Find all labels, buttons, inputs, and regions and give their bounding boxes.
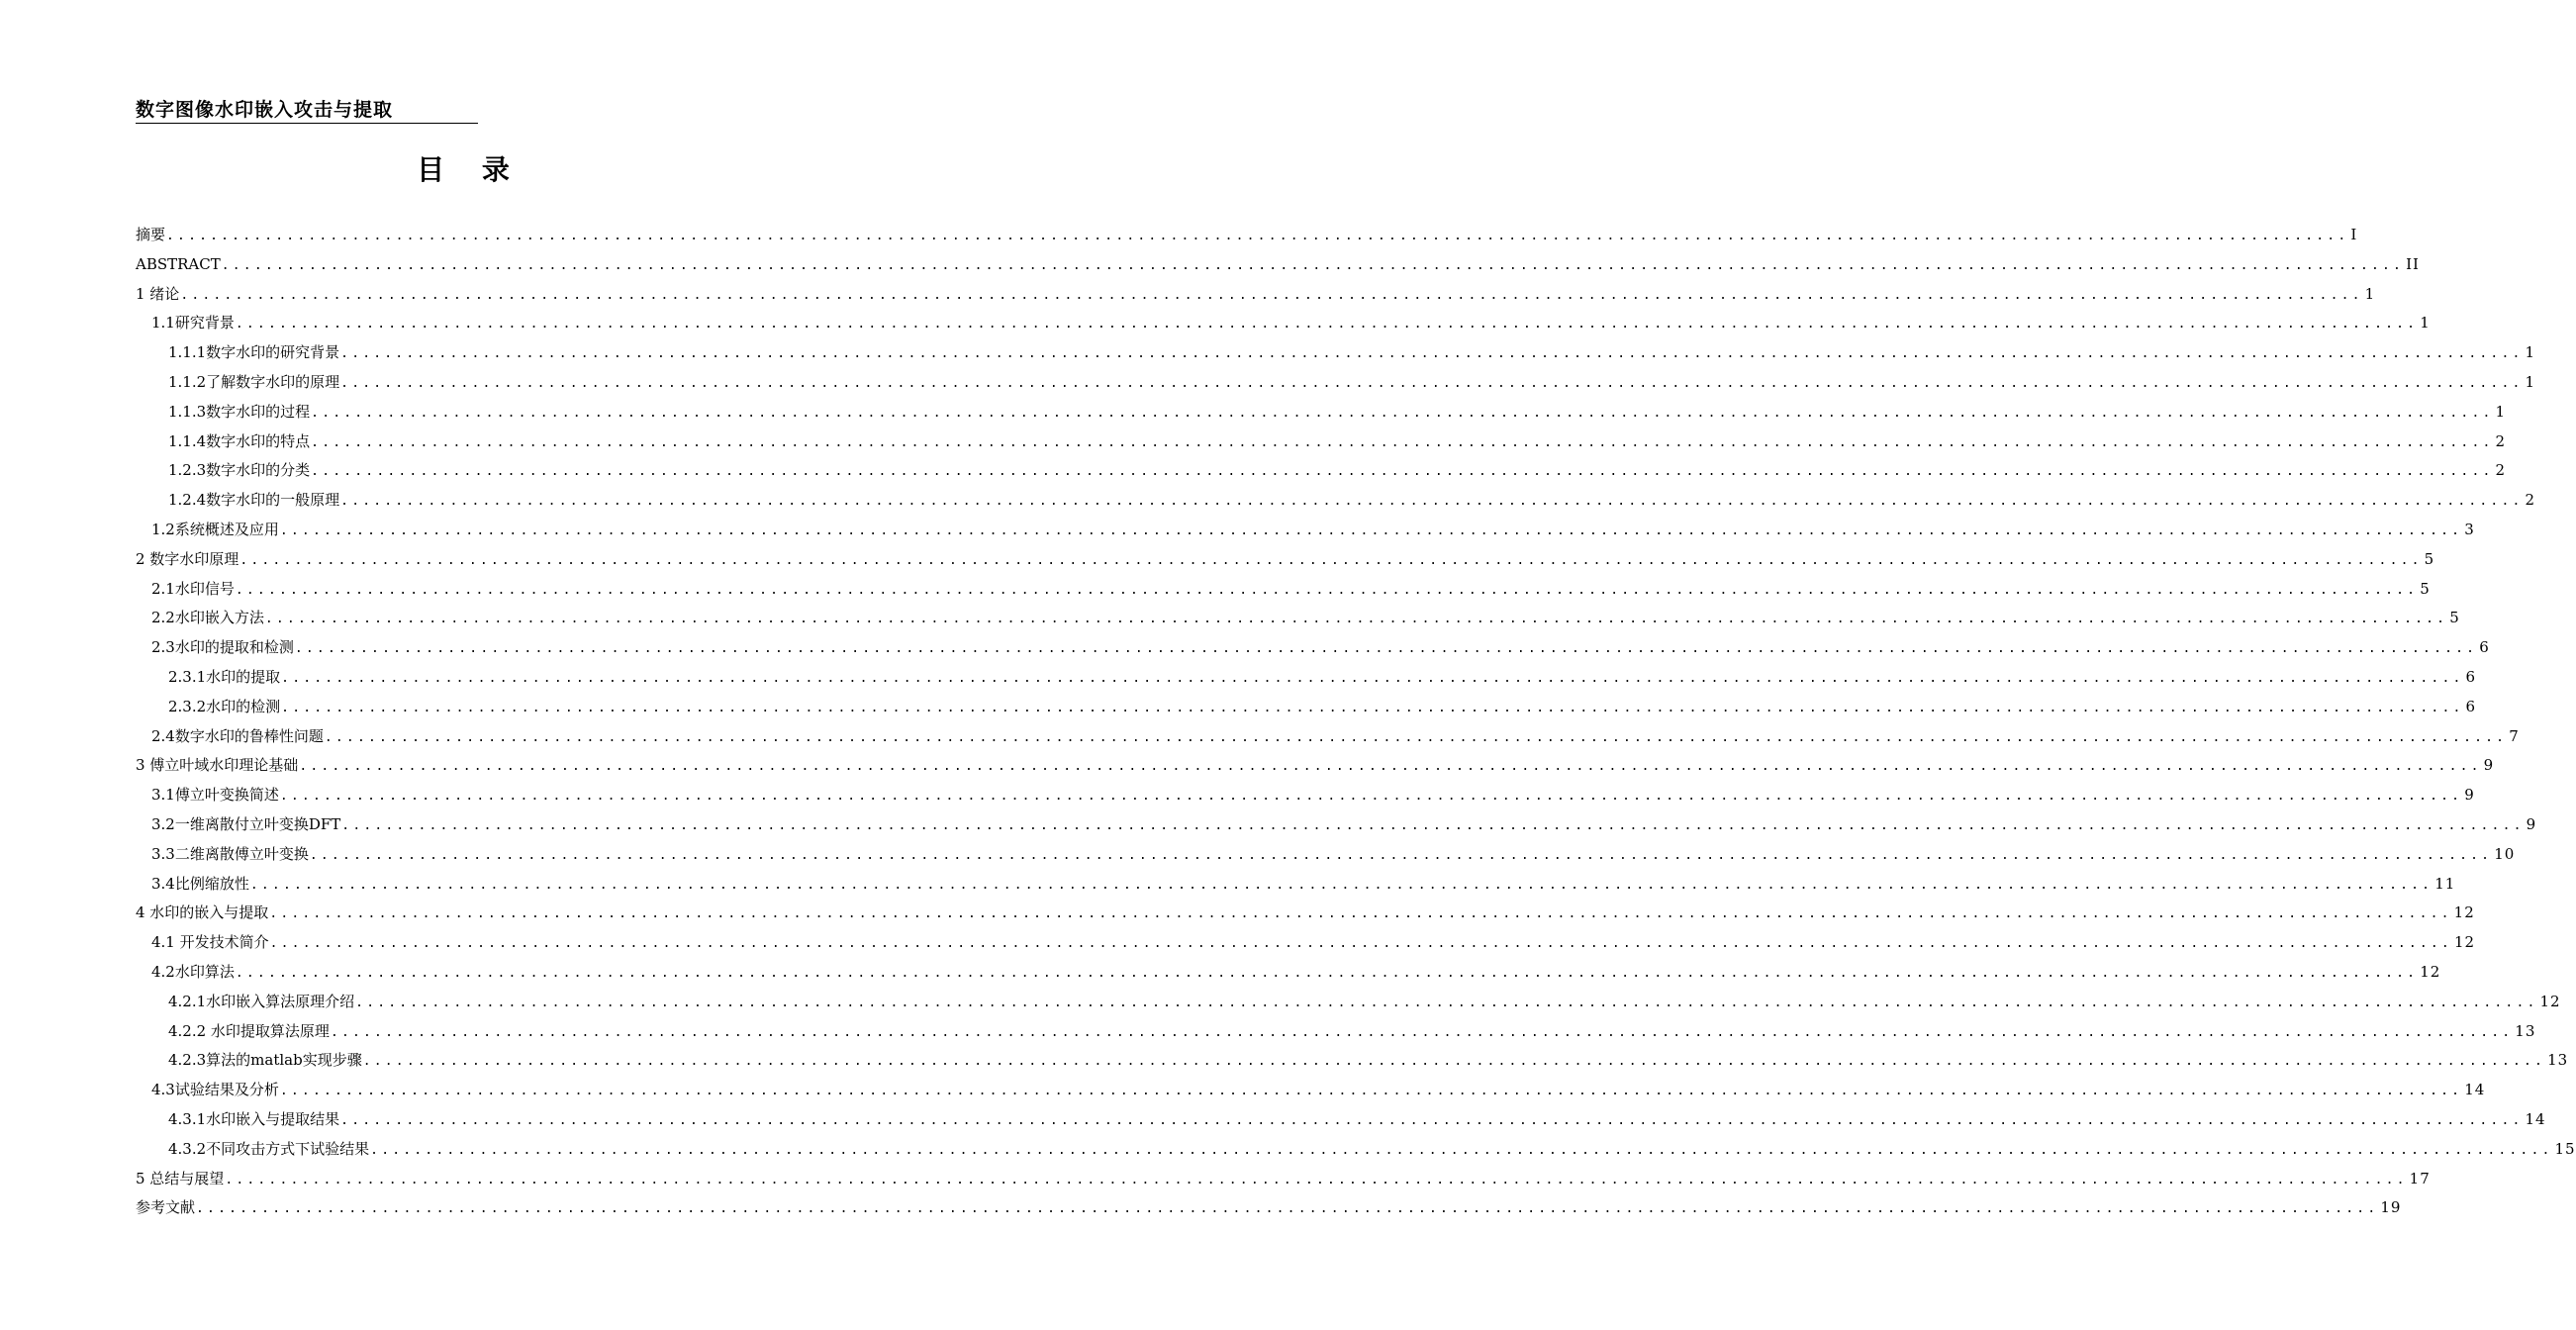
toc-page-number: 9 bbox=[2526, 814, 2537, 833]
toc-entry[interactable] bbox=[136, 456, 2507, 486]
toc-entry[interactable] bbox=[136, 338, 2536, 368]
toc-dot-leader: ........................................................................................................................................................................................................ bbox=[249, 877, 2433, 893]
toc-entry-text: 3.1傅立叶变换简述 bbox=[151, 786, 279, 805]
toc-entry-text: 1.2.3数字水印的分类 bbox=[168, 461, 311, 480]
toc-dot-leader: ........................................................................................................................................................................................................ bbox=[269, 906, 2452, 922]
toc-entry[interactable] bbox=[136, 663, 2477, 693]
toc-entry-text: 1.1.2了解数字水印的原理 bbox=[168, 372, 340, 391]
toc-entry-text: 4.1 开发技术简介 bbox=[151, 933, 269, 952]
toc-dot-leader: ........................................................................................................................................................................................................ bbox=[281, 700, 2464, 715]
toc-dot-leader: ........................................................................................................................................................................................................ bbox=[294, 641, 2478, 657]
toc-entry[interactable] bbox=[136, 988, 2561, 1017]
toc-page-number: 2 bbox=[2495, 431, 2507, 450]
toc-entry-text: 1.1研究背景 bbox=[151, 314, 235, 332]
toc-entry[interactable] bbox=[136, 810, 2537, 840]
toc-entry-text: 3.2一维离散付立叶变换DFT bbox=[151, 814, 341, 833]
toc-entry-text: 5 总结与展望 bbox=[136, 1169, 225, 1188]
toc-dot-leader: ........................................................................................................................................................................................................ bbox=[279, 522, 2463, 538]
toc-entry-text: 1.1.3数字水印的过程 bbox=[168, 402, 311, 421]
toc-entry[interactable] bbox=[136, 722, 2520, 752]
toc-page-number: 1 bbox=[2525, 372, 2536, 391]
toc-dot-leader: ........................................................................................................................................................................................................ bbox=[311, 405, 2494, 421]
toc-entry[interactable] bbox=[136, 1193, 2402, 1223]
toc-entry-text: 1.1.4数字水印的特点 bbox=[168, 431, 311, 450]
toc-entry[interactable] bbox=[136, 751, 2495, 781]
toc-entry[interactable] bbox=[136, 1165, 2431, 1194]
toc-page-number: II bbox=[2406, 254, 2420, 273]
toc-entry-text: 2.4数字水印的鲁棒性问题 bbox=[151, 726, 324, 745]
toc-dot-leader: ........................................................................................................................................................................................................ bbox=[330, 1024, 2514, 1040]
toc-dot-leader: ........................................................................................................................................................................................................ bbox=[324, 729, 2508, 745]
toc-entry[interactable] bbox=[136, 1105, 2546, 1135]
toc-dot-leader: ........................................................................................................................................................................................................ bbox=[235, 317, 2419, 332]
toc-dot-leader: ........................................................................................................................................................................................................ bbox=[340, 375, 2524, 391]
toc-dot-leader: ........................................................................................................................................................................................................ bbox=[311, 434, 2494, 450]
toc-dot-leader: ........................................................................................................................................................................................................ bbox=[362, 1054, 2546, 1070]
toc-entry[interactable] bbox=[136, 250, 2420, 280]
toc-entry-text: 4 水印的嵌入与提取 bbox=[136, 903, 269, 922]
toc-entry[interactable] bbox=[136, 368, 2536, 398]
toc-page-number: 5 bbox=[2420, 579, 2431, 598]
toc-page-number: 3 bbox=[2464, 520, 2475, 538]
toc-dot-leader: ........................................................................................................................................................................................................ bbox=[269, 936, 2452, 952]
toc-page-number: 13 bbox=[2547, 1051, 2569, 1070]
toc-dot-leader: ........................................................................................................................................................................................................ bbox=[279, 1084, 2463, 1099]
toc-dot-leader: ........................................................................................................................................................................................................ bbox=[279, 789, 2463, 805]
toc-dot-leader: ........................................................................................................................................................................................................ bbox=[299, 759, 2482, 775]
toc-page-number: 13 bbox=[2515, 1021, 2536, 1040]
toc-dot-leader: ........................................................................................................................................................................................................ bbox=[180, 287, 2363, 303]
toc-page-number: 1 bbox=[2525, 343, 2536, 362]
toc-entry-text: 3.4比例缩放性 bbox=[151, 874, 249, 893]
toc-entry-text: 2.1水印信号 bbox=[151, 579, 235, 598]
toc-dot-leader: ........................................................................................................................................................................................................ bbox=[355, 995, 2538, 1010]
toc-dot-leader: ........................................................................................................................................................................................................ bbox=[235, 582, 2419, 598]
table-of-contents bbox=[136, 221, 2576, 1223]
toc-entry[interactable] bbox=[136, 693, 2477, 722]
toc-page-number: 7 bbox=[2509, 726, 2520, 745]
toc-entry[interactable] bbox=[136, 840, 2516, 870]
toc-entry-text: 3 傅立叶域水印理论基础 bbox=[136, 756, 299, 775]
toc-entry-text: 2.2水印嵌入方法 bbox=[151, 609, 264, 627]
toc-entry[interactable] bbox=[136, 516, 2475, 545]
toc-dot-leader: ........................................................................................................................................................................................................ bbox=[309, 847, 2493, 863]
toc-page-number: 5 bbox=[2424, 549, 2435, 568]
toc-entry[interactable] bbox=[136, 870, 2456, 900]
toc-dot-leader: ........................................................................................................................................................................................................ bbox=[235, 965, 2419, 981]
toc-page-number: I bbox=[2350, 226, 2358, 243]
toc-entry-text: 4.2.3算法的matlab实现步骤 bbox=[168, 1051, 362, 1070]
toc-entry[interactable] bbox=[136, 545, 2435, 575]
toc-dot-leader: ........................................................................................................................................................................................................ bbox=[340, 346, 2524, 362]
toc-entry-text: 参考文献 bbox=[136, 1198, 196, 1217]
toc-entry-text: 4.3试验结果及分析 bbox=[151, 1081, 279, 1099]
toc-entry-text: 4.3.2不同攻击方式下试验结果 bbox=[168, 1139, 370, 1158]
toc-entry[interactable] bbox=[136, 899, 2475, 928]
toc-page-number: 12 bbox=[2539, 992, 2561, 1010]
toc-heading: 目 录 bbox=[417, 153, 524, 186]
toc-entry-text: 4.3.1水印嵌入与提取结果 bbox=[168, 1109, 340, 1128]
toc-entry[interactable] bbox=[136, 781, 2475, 810]
running-header bbox=[136, 97, 478, 124]
toc-dot-leader: ........................................................................................................................................................................................................ bbox=[370, 1142, 2553, 1158]
toc-entry-text: 2.3.1水印的提取 bbox=[168, 667, 281, 686]
toc-dot-leader: ........................................................................................................................................................................................................ bbox=[281, 670, 2464, 686]
toc-page-number: 10 bbox=[2494, 844, 2516, 863]
toc-dot-leader: ........................................................................................................................................................................................................ bbox=[264, 612, 2448, 627]
toc-page-number: 17 bbox=[2409, 1169, 2431, 1188]
toc-entry[interactable] bbox=[136, 575, 2431, 605]
toc-entry[interactable] bbox=[136, 1135, 2576, 1165]
toc-entry[interactable] bbox=[136, 398, 2507, 428]
toc-page-number: 11 bbox=[2434, 874, 2456, 893]
toc-entry[interactable] bbox=[136, 1046, 2569, 1076]
toc-entry-text: 3.3二维离散傅立叶变换 bbox=[151, 844, 309, 863]
toc-entry[interactable] bbox=[136, 280, 2376, 310]
toc-entry-text: 2 数字水印原理 bbox=[136, 549, 239, 568]
toc-entry-text: 4.2.1水印嵌入算法原理介绍 bbox=[168, 992, 355, 1010]
toc-entry[interactable] bbox=[136, 221, 2358, 250]
toc-page-number: 9 bbox=[2483, 756, 2495, 775]
toc-entry-text: 2.3.2水印的检测 bbox=[168, 697, 281, 715]
toc-entry-text: 2.3水印的提取和检测 bbox=[151, 638, 294, 657]
toc-dot-leader: ........................................................................................................................................................................................................ bbox=[340, 1112, 2524, 1128]
toc-entry[interactable] bbox=[136, 1017, 2536, 1047]
document-title: 数字图像水印嵌入攻击与提取 bbox=[136, 99, 394, 121]
toc-page-number: 14 bbox=[2525, 1109, 2546, 1128]
toc-page-number: 1 bbox=[2420, 314, 2431, 332]
toc-entry-text: 4.2.2 水印提取算法原理 bbox=[168, 1021, 330, 1040]
toc-page-number: 19 bbox=[2380, 1198, 2402, 1217]
toc-entry[interactable] bbox=[136, 928, 2476, 958]
toc-dot-leader: ........................................................................................................................................................................................................ bbox=[239, 552, 2423, 568]
toc-entry-text: 1.1.1数字水印的研究背景 bbox=[168, 343, 340, 362]
toc-page-number: 12 bbox=[2453, 903, 2475, 922]
toc-entry-text: ABSTRACT bbox=[136, 254, 221, 273]
toc-page-number: 1 bbox=[2364, 284, 2376, 303]
toc-entry-text: 1.2系统概述及应用 bbox=[151, 520, 279, 538]
toc-entry[interactable] bbox=[136, 958, 2441, 988]
toc-page-number: 6 bbox=[2479, 638, 2490, 657]
toc-entry-text: 1 绪论 bbox=[136, 284, 180, 303]
toc-page-number: 12 bbox=[2420, 962, 2441, 981]
toc-page-number: 12 bbox=[2453, 933, 2476, 952]
toc-page-number: 6 bbox=[2465, 667, 2477, 686]
toc-entry[interactable] bbox=[136, 1076, 2486, 1105]
toc-page-number: 15 bbox=[2554, 1139, 2576, 1158]
toc-entry[interactable] bbox=[136, 428, 2507, 457]
toc-page-number: 5 bbox=[2449, 609, 2460, 627]
toc-entry[interactable] bbox=[136, 486, 2536, 516]
toc-dot-leader: ........................................................................................................................................................................................................ bbox=[311, 464, 2494, 480]
toc-dot-leader: ........................................................................................................................................................................................................ bbox=[341, 817, 2525, 833]
toc-entry-text: 4.2水印算法 bbox=[151, 962, 235, 981]
toc-entry[interactable] bbox=[136, 309, 2431, 338]
toc-dot-leader: ........................................................................................................................................................................................................ bbox=[196, 1201, 2379, 1217]
toc-entry[interactable] bbox=[136, 633, 2490, 663]
toc-page-number: 6 bbox=[2465, 697, 2477, 715]
toc-dot-leader: ........................................................................................................................................................................................................ bbox=[340, 494, 2524, 510]
toc-entry-text: 摘要 bbox=[136, 226, 166, 243]
toc-page-number: 1 bbox=[2495, 402, 2507, 421]
toc-page-number: 2 bbox=[2495, 461, 2507, 480]
toc-dot-leader: ........................................................................................................................................................................................................ bbox=[225, 1172, 2408, 1188]
toc-page-number: 14 bbox=[2464, 1081, 2486, 1099]
toc-dot-leader: ........................................................................................................................................................................................................ bbox=[166, 229, 2349, 243]
toc-page-number: 2 bbox=[2525, 491, 2536, 510]
toc-dot-leader: ........................................................................................................................................................................................................ bbox=[221, 257, 2405, 273]
toc-entry[interactable] bbox=[136, 604, 2460, 633]
toc-page-number: 9 bbox=[2464, 786, 2475, 805]
toc-entry-text: 1.2.4数字水印的一般原理 bbox=[168, 491, 340, 510]
